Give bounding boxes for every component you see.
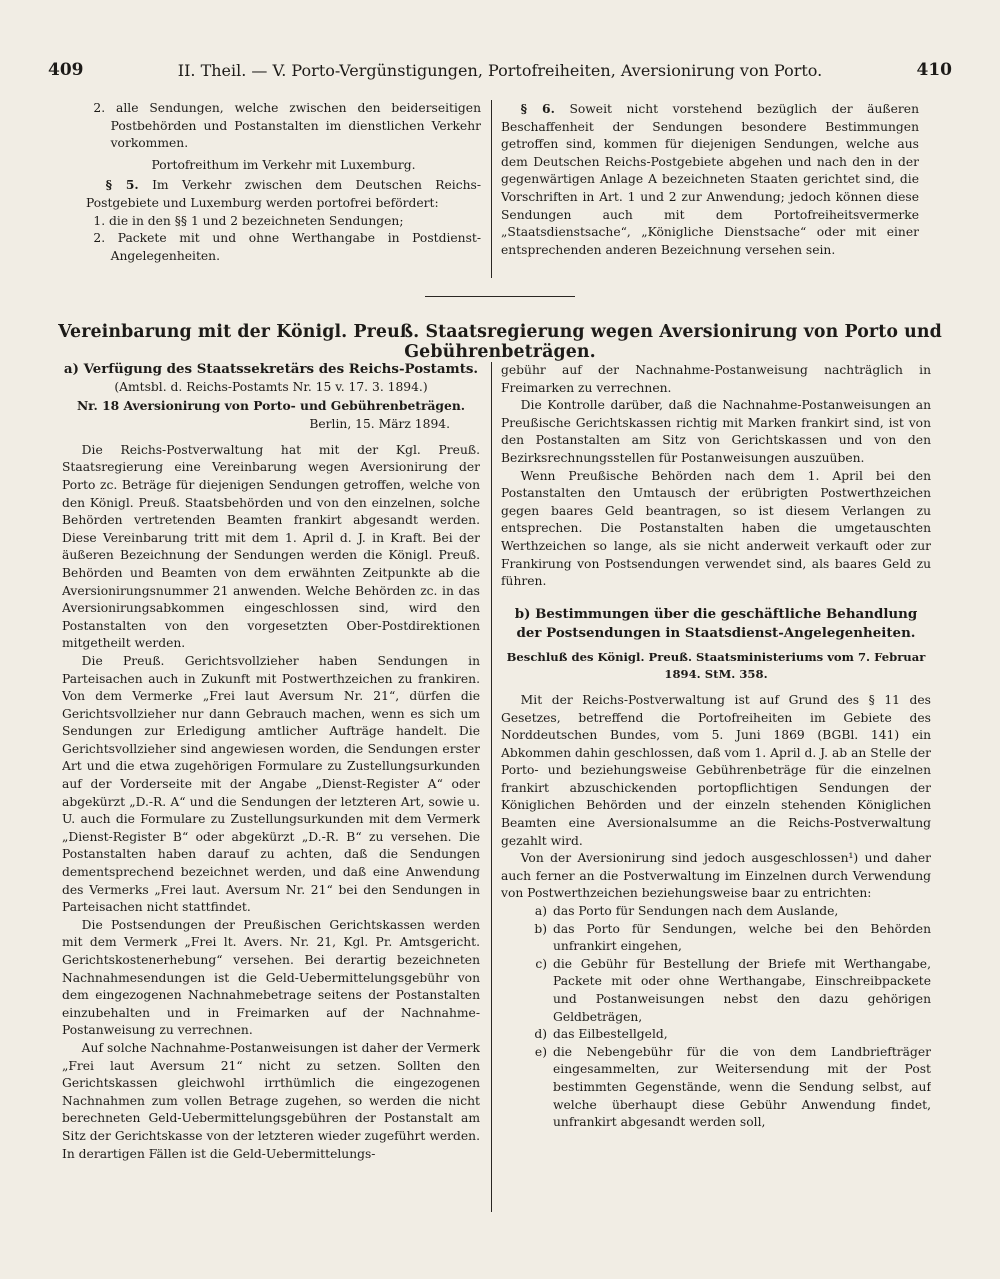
separator-rule bbox=[425, 296, 575, 297]
running-header bbox=[48, 60, 952, 86]
resolution-reference: Beschluß des Königl. Preuß. Staatsministeriums vom 7. Februar 1894. StM. 358. bbox=[506, 649, 926, 682]
section-text: Im Verkehr zwischen dem Deutschen Reichs-Postgebiete und Luxemburg werden portofrei befördert: bbox=[86, 178, 481, 210]
main-title: Vereinbarung mit der Königl. Preuß. Staatsregierung wegen Aversionirung von Porto und Gebührenbeträgen. bbox=[58, 322, 942, 362]
source-reference: (Amtsbl. d. Reichs-Postamts Nr. 15 v. 17. 3. 1894.) bbox=[114, 380, 428, 394]
list-text: das Eilbestellgeld, bbox=[553, 1027, 668, 1042]
top-right-column bbox=[501, 100, 919, 280]
list-item: 2. Packete mit und ohne Werthangabe in Postdienst-Angelegenheiten. bbox=[93, 231, 481, 263]
paragraph: Die Postsendungen der Preußischen Gerichtskassen werden mit dem Vermerk „Frei lt. Avers. Nr. 21, Kgl. Pr. Amtsgericht. Gerichtskostenerhebung“ versehen. Bei derartig bezeichneten Nachnahmesendungen ist die Geld-Uebermittelungsgebühr von dem eingezogenen Nachnahmebetrage seitens der Postanstalten einzubehalten und in Freimarken auf der Nachnahme-Postanweisung zu verrechnen. bbox=[62, 917, 480, 1038]
list-label: c) bbox=[535, 956, 547, 971]
dateline: Berlin, 15. März 1894. bbox=[309, 417, 450, 432]
list-text: das Porto für Sendungen nach dem Auslande, bbox=[553, 904, 839, 919]
section-paragraph bbox=[86, 176, 481, 212]
section-heading-a: a) Verfügung des Staatssekretärs des Reichs-Postamts. bbox=[63, 361, 479, 377]
list-label: e) bbox=[534, 1044, 547, 1059]
order-number: Nr. 18 Aversionirung von Porto- und Gebührenbeträgen. bbox=[76, 397, 466, 413]
section-text: Soweit nicht vorstehend bezüglich der äußeren Beschaffenheit der Sendungen besondere Bestimmungen getroffen sind, kommen für diejenigen Sendungen, welche aus dem Deutschen Reichs-Postgebiete abgehen und nach den in der gegenwärtigen Anlage A bezeichneten Staaten gerichtet sind, die Vorschriften in Art. 1 und 2 zur Anwendung; jedoch können diese Sendungen auch mit dem Portofreiheitsvermerke „Staatsdienstsache“, „Königliche Dienstsache“ oder mit einer entsprechenden anderen Bezeichnung versehen sein. bbox=[501, 102, 919, 257]
main-right-column bbox=[501, 362, 931, 1217]
subheading: Portofreithum im Verkehr mit Luxemburg. bbox=[151, 157, 416, 172]
list-text: die Gebühr für Bestellung der Briefe mit Werthangabe, Packete mit oder ohne Werthangabe, Einschreibpackete und Postanweisungen nebst den dazu gehörigen Geldbeträgen, bbox=[553, 956, 931, 1024]
list-item: 2. alle Sendungen, welche zwischen den beiderseitigen Postbehörden und Postanstalten im dienstlichen Verkehr vorkommen. bbox=[93, 101, 481, 151]
paragraph: gebühr auf der Nachnahme-Postanweisung nachträglich in Freimarken zu verrechnen. bbox=[501, 363, 931, 395]
top-left-column bbox=[86, 100, 481, 278]
section-number: § 5. bbox=[105, 177, 139, 193]
section-number: § 6. bbox=[520, 101, 555, 116]
list-item bbox=[501, 1044, 931, 1132]
paragraph: Die Preuß. Gerichtsvollzieher haben Sendungen in Parteisachen auch in Zukunft mit Postwerthzeichen zu frankiren. Von dem Vermerke „Frei laut Aversum Nr. 21“, dürfen die Gerichtsvollzieher nur dann Gebrauch machen, wenn es sich um Sendungen zur Erledigung amtlicher Aufträge handelt. Die Gerichtsvollzieher sind angewiesen worden, die Sendungen erster Art und die etwa zugehörigen Formulare zu Zustellungsurkunden auf der Vorderseite mit der Angabe „Dienst-Register A“ oder abgekürzt „D.-R. A“ und die Sendungen der letzteren Art, sowie u. U. auch die Formulare zu Zustellungsurkunden mit dem Vermerk „Dienst-Register B“ oder abgekürzt „D.-R. B“ zu versehen. Die Postanstalten haben darauf zu achten, daß die Sendungen dementsprechend bezeichnet werden, und daß eine Anwendung des Vermerks „Frei laut. Aversum Nr. 21“ bei den Sendungen in Parteisachen nicht stattfindet. bbox=[62, 653, 480, 915]
list-label: a) bbox=[534, 904, 547, 919]
paragraph: Mit der Reichs-Postverwaltung ist auf Grund des § 11 des Gesetzes, betreffend die Portofreiheiten im Gebiete des Norddeutschen Bundes, vom 5. Juni 1869 (BGBl. 141) ein Abkommen dahin geschlossen, daß vom 1. April d. J. ab an Stelle der Porto- und beziehungsweise Gebührenbeträge für die einzelnen frankirt abzuschickenden portopflichtigen Sendungen der Königlichen Behörden und der einzeln stehenden Königlichen Beamten eine Aversionalsumme an die Reichs-Postverwaltung gezahlt wird. bbox=[501, 692, 931, 848]
list-label: d) bbox=[534, 1027, 547, 1042]
list-item bbox=[501, 903, 931, 921]
section-heading-b: b) Bestimmungen über die geschäftliche Behandlung der Postsendungen in Staatsdienst-Angelegenheiten. bbox=[514, 605, 918, 641]
paragraph: Auf solche Nachnahme-Postanweisungen ist daher der Vermerk „Frei laut Aversum 21“ nicht zu setzen. Sollten den Gerichtskassen gleichwohl irrthümlich die eingezogenen Nachnahmen zum vollen Betrage zugehen, so werden die nicht berechneten Geld-Uebermittelungsgebühren der Postanstalt am Sitz der Gerichtskasse von der letzteren wieder zugeführt werden. In derartigen Fällen ist die Geld-Uebermittelungs- bbox=[62, 1040, 480, 1161]
list-item bbox=[501, 921, 931, 956]
list-item bbox=[501, 956, 931, 1026]
list-item: 1. die in den §§ 1 und 2 bezeichneten Sendungen; bbox=[93, 213, 404, 228]
paragraph: Die Kontrolle darüber, daß die Nachnahme-Postanweisungen an Preußische Gerichtskassen richtig mit Marken frankirt sind, ist von den Postanstalten am Sitz von Gerichtskassen und von den Bezirksrechnungsstellen für Postanweisungen auszuüben. bbox=[501, 398, 931, 465]
paragraph: Die Reichs-Postverwaltung hat mit der Kgl. Preuß. Staatsregierung eine Vereinbarung wegen Aversionirung der Porto zc. Beträge für diejenigen Sendungen getroffen, welche von den Königl. Preuß. Staatsbehörden und von den einzelnen, solche Behörden vertretenden Beamten frankirt abgesandt werden. Diese Vereinbarung tritt mit dem 1. April d. J. in Kraft. Bei der äußeren Bezeichnung der Sendungen werden die Königl. Preuß. Behörden und Beamten von dem erwähnten Zeitpunkte ab die Aversionirungsnummer 21 anwenden. Welche Behörden zc. in das Aversionirungsabkommen eingeschlossen sind, wird den Postanstalten von den vorgesetzten Ober-Postdirektionen mitgetheilt werden. bbox=[62, 442, 480, 651]
running-title: II. Theil. — V. Porto-Vergünstigungen, Portofreiheiten, Aversionirung von Porto. bbox=[177, 61, 823, 80]
main-left-column bbox=[62, 360, 480, 1215]
paragraph: Von der Aversionirung sind jedoch ausgeschlossen¹) und daher auch ferner an die Postverwaltung im Einzelnen durch Verwendung von Postwerthzeichen beziehungsweise baar zu entrichten: bbox=[501, 851, 931, 901]
list-text: das Porto für Sendungen, welche bei den Behörden unfrankirt eingehen, bbox=[553, 921, 931, 954]
list-text: die Nebengebühr für die von dem Landbriefträger eingesammelten, zur Weitersendung mit der Post bestimmten Gegenstände, wenn die Sendung selbst, auf welche überhaupt diese Gebühr Anwendung findet, unfrankirt abgesandt werden soll, bbox=[553, 1044, 931, 1130]
column-divider bbox=[491, 362, 492, 1212]
page-number-right: 410 bbox=[916, 60, 952, 80]
section-paragraph bbox=[501, 100, 919, 259]
paragraph: Wenn Preußische Behörden nach dem 1. April bei den Postanstalten den Umtausch der erübrigten Postwerthzeichen gegen baares Geld beantragen, so ist diesem Verlangen zu entsprechen. Die Postanstalten haben die umgetauschten Werthzeichen so lange, als sie nicht anderweit verkauft oder zur Frankirung von Postsendungen verwendet sind, als baares Geld zu führen. bbox=[501, 468, 931, 589]
column-divider bbox=[491, 100, 492, 278]
list-item bbox=[501, 1026, 931, 1044]
page-number-left: 409 bbox=[48, 60, 84, 80]
list-label: b) bbox=[534, 921, 547, 936]
